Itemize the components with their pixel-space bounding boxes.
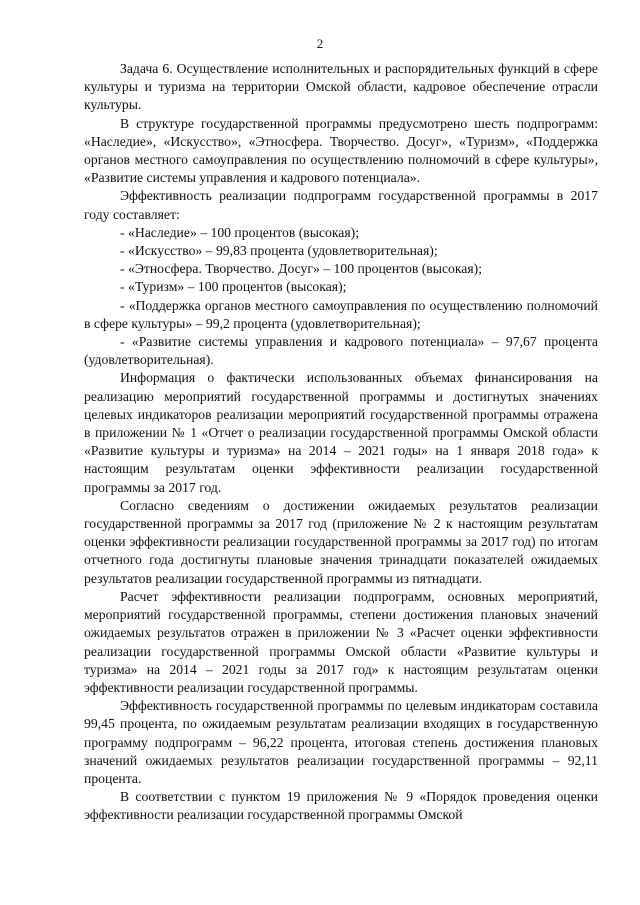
paragraph: - «Этносфера. Творчество. Досуг» – 100 процентов (высокая); xyxy=(120,261,483,277)
paragraph: - «Туризм» – 100 процентов (высокая); xyxy=(120,279,347,295)
paragraph: Эффективность реализации подпрограмм государственной программы в 2017 году составляет: xyxy=(84,188,598,222)
paragraph: - «Наследие» – 100 процентов (высокая); xyxy=(120,224,360,240)
paragraph: Расчет эффективности реализации подпрограмм, основных мероприятий, мероприятий государственной программы, степени достижения плановых значений ожидаемых результатов отражен в приложении № 3 «Расчет оценки эффективности реализации государственной программы Омской области «Развитие культуры и туризма» на 2014 – 2021 годы за 2017 год» к настоящим результатам оценки эффективности реализации государственной программы. xyxy=(84,588,598,695)
paragraph: - «Искусство» – 99,83 процента (удовлетворительная); xyxy=(120,243,438,259)
paragraph: Информация о фактически использованных объемах финансирования на реализацию мероприятий государственной программы и достигнутых значениях целевых индикаторов реализации мероприятий государственной программы отражена в приложении № 1 «Отчет о реализации государственной программы Омской области «Развитие культуры и туризма» на 2014 – 2021 годы» на 1 января 2018 года» к настоящим результатам оценки эффективности реализации государственной программы за 2017 год. xyxy=(84,370,598,495)
paragraph: В структуре государственной программы предусмотрено шесть подпрограмм: «Наследие», «Искусство», «Этносфера. Творчество. Досуг», «Туризм», «Поддержка органов местного самоуправления по осуществлению полномочий в сфере культуры», «Развитие системы управления и кадрового потенциала». xyxy=(84,115,598,186)
page-number: 2 xyxy=(316,36,324,51)
paragraph: В соответствии с пунктом 19 приложения № 9 «Порядок проведения оценки эффективности реализации государственной программы Омской xyxy=(84,789,598,823)
paragraph: - «Поддержка органов местного самоуправления по осуществлению полномочий в сфере культуры» – 99,2 процента (удовлетворительная); xyxy=(84,297,598,331)
paragraph: - «Развитие системы управления и кадрового потенциала» – 97,67 процента (удовлетворительная). xyxy=(84,334,598,368)
paragraph: Задача 6. Осуществление исполнительных и распорядительных функций в сфере культуры и туризма на территории Омской области, кадровое обеспечение отрасли культуры. xyxy=(84,61,598,113)
paragraph: Согласно сведениям о достижении ожидаемых результатов реализации государственной программы за 2017 год (приложение № 2 к настоящим результатам оценки эффективности реализации государственной программы за 2017 год) по итогам отчетного года достигнуты плановые значения тринадцати показателей ожидаемых результатов реализации государственной программы из пятнадцати. xyxy=(84,497,598,586)
document-body xyxy=(84,60,598,825)
paragraph: Эффективность государственной программы по целевым индикаторам составила 99,45 процента, по ожидаемым результатам реализации входящих в государственную программу подпрограмм – 96,22 процента, итоговая степень достижения плановых значений ожидаемых результатов реализации государственной программы – 92,11 процента. xyxy=(84,698,598,786)
